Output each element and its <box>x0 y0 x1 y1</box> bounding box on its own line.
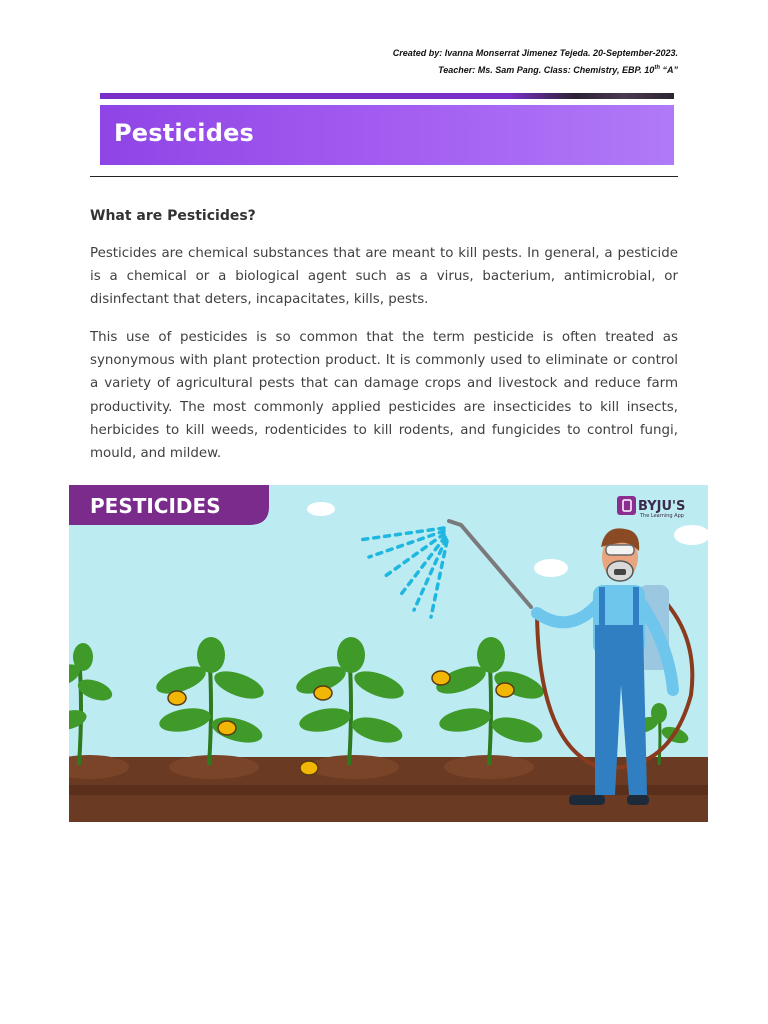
farmer-mask-filter <box>614 569 626 575</box>
title-banner <box>100 105 674 165</box>
illustration-label: PESTICIDES <box>90 494 221 518</box>
plant-3-leaf-5 <box>337 637 365 673</box>
pesticides-illustration <box>69 485 708 822</box>
plant-5-leaf-3 <box>651 703 667 723</box>
title-accent-bar-photo-strip <box>509 93 674 99</box>
overalls-strap-left <box>599 587 605 627</box>
page-title: Pesticides <box>114 119 255 147</box>
pesticides-illustration-svg <box>69 485 708 822</box>
credit-line-2-prefix: Teacher: Ms. Sam Pang. Class: Chemistry, EBP. 10 <box>438 65 655 75</box>
beetle-5 <box>432 671 450 685</box>
paragraph-usage: This use of pesticides is so common that the term pesticide is often treated as synonymous with plant protection product. It is commonly used to eliminate or control a variety of agricultural pests that can damage crops and livestock and reduce farm productivity. The most commonly applied pesticides are insecticides to kill insects, herbicides to kill weeds, rodenticides to kill rodents, and fungicides to control fungi, mould, and mildew. <box>90 330 678 462</box>
title-divider <box>90 176 678 177</box>
cloud-1 <box>307 502 335 516</box>
soil-mound-2 <box>309 755 399 779</box>
plant-4-leaf-5 <box>477 637 505 673</box>
farmer-goggles <box>606 545 634 555</box>
credit-line-1: Created by: Ivanna Monserrat Jimenez Tejeda. 20-September-2023. <box>392 48 678 58</box>
plant-1-leaf-4 <box>73 643 93 671</box>
document-credit <box>393 46 678 78</box>
plant-2-leaf-5 <box>197 637 225 673</box>
overalls-strap-right <box>633 587 639 627</box>
title-accent-bar <box>100 93 674 99</box>
beetle-3 <box>314 686 332 700</box>
farmer-left-boot <box>569 795 605 805</box>
brand-logo-icon <box>617 496 636 515</box>
paragraph-definition: Pesticides are chemical substances that are meant to kill pests. In general, a pesticide is a chemical or a biological agent such as a virus, bacterium, antimicrobial, or disinfectant that deters, incapacitates, kills, pests. <box>90 246 678 308</box>
beetle-1 <box>168 691 186 705</box>
credit-line-2 <box>393 61 678 78</box>
farmer-right-boot <box>627 795 649 805</box>
beetle-2 <box>218 721 236 735</box>
beetle-4 <box>300 761 318 775</box>
credit-line-2-suffix: “A” <box>660 65 678 75</box>
soil-mound-1 <box>169 755 259 779</box>
brand-tagline: The Learning App <box>640 513 684 519</box>
cloud-2 <box>534 559 568 577</box>
brand-name: BYJU'S <box>638 499 686 514</box>
section-heading: What are Pesticides? <box>90 208 256 224</box>
credit-line-2-sup: th <box>654 65 660 71</box>
beetle-6 <box>496 683 514 697</box>
